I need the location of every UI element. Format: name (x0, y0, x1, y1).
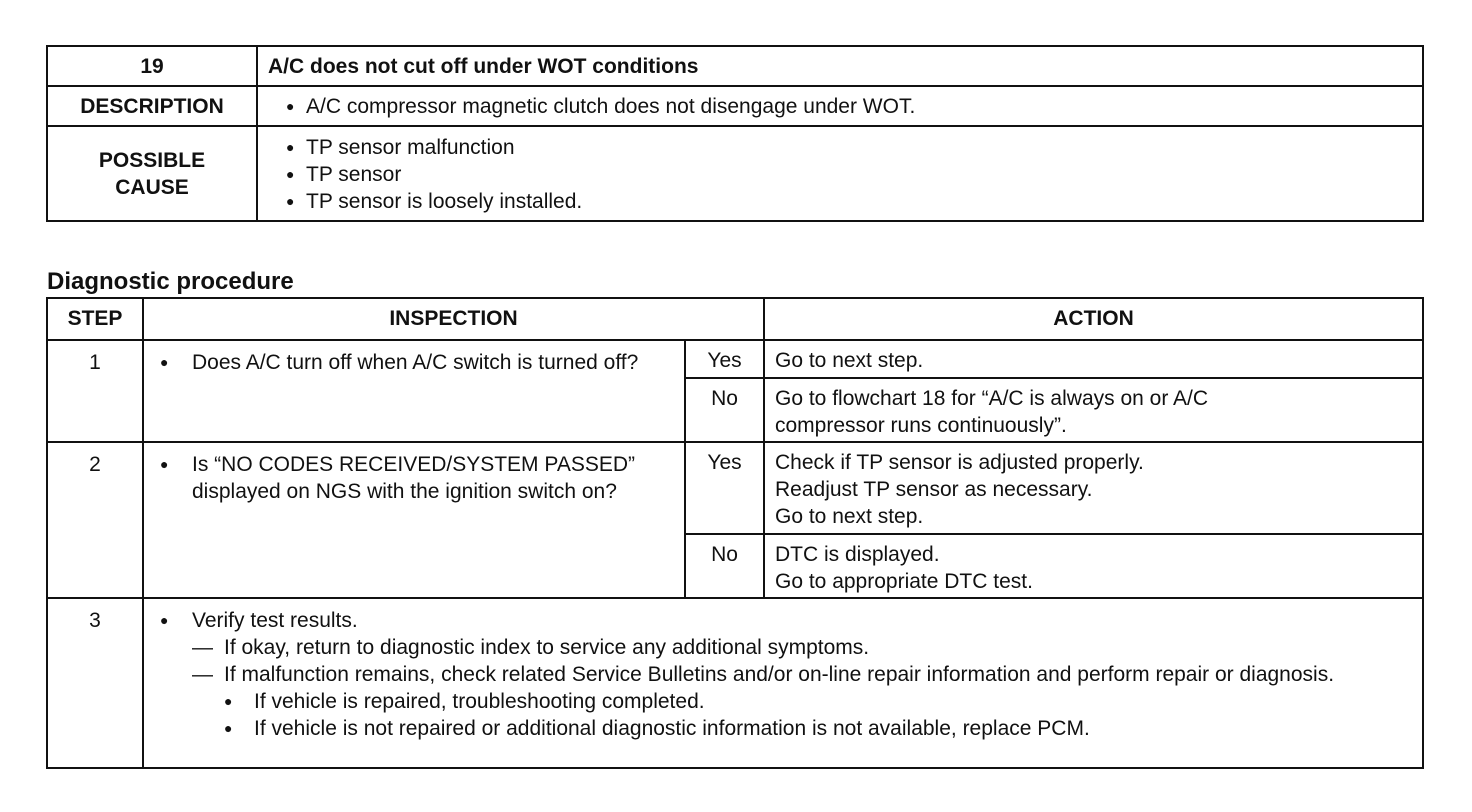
header-action: ACTION (764, 298, 1423, 340)
no-action (764, 378, 1423, 442)
action-line: DTC is displayed. (775, 543, 940, 566)
no-label: No (685, 378, 764, 442)
step-3-row (47, 598, 1423, 768)
action-line: Go to appropriate DTC test. (775, 570, 1033, 593)
inspection-text: ● Does A/C turn off when A/C switch is turned off? (144, 349, 684, 376)
action-line: Check if TP sensor is adjusted properly. (775, 451, 1144, 474)
no-label: No (685, 534, 764, 598)
yes-label: Yes (685, 340, 764, 378)
action-line: Go to next step. (775, 505, 924, 528)
dash-item: — If okay, return to diagnostic index to service any additional symptoms. (144, 634, 1412, 661)
description-label: DESCRIPTION (47, 86, 257, 126)
cause-item: ● TP sensor (268, 161, 1421, 188)
yes-action (764, 340, 1423, 378)
yes-action (764, 442, 1423, 534)
symptom-title: A/C does not cut off under WOT conditions (257, 46, 1423, 86)
step-2-yes-row (47, 442, 1423, 534)
sub-bullet-item: ● If vehicle is not repaired or additional diagnostic information is not available, replace PCM. (144, 715, 1412, 742)
header-step: STEP (47, 298, 143, 340)
step-number: 3 (47, 598, 143, 768)
possible-cause-cell (257, 126, 1423, 221)
description-row (47, 86, 1423, 126)
symptom-summary-table (46, 45, 1424, 222)
step-1-yes-row (47, 340, 1423, 378)
possible-cause-label (47, 126, 257, 221)
verify-text: ● Verify test results. (144, 607, 1412, 634)
description-cell (257, 86, 1423, 126)
no-action (764, 534, 1423, 598)
cause-label-line-2: CAUSE (115, 175, 189, 199)
cause-item: ● TP sensor malfunction (268, 134, 1421, 161)
cause-label-line-1: POSSIBLE (98, 148, 206, 172)
step-number: 2 (47, 442, 143, 598)
description-item: ● A/C compressor magnetic clutch does not disengage under WOT. (268, 93, 1421, 120)
action-line: Go to flowchart 18 for “A/C is always on or A/C (775, 387, 1209, 410)
step-3-content (143, 598, 1423, 768)
action-line: compressor runs continuously”. (775, 414, 1067, 437)
diag-header-row (47, 298, 1423, 340)
action-line: Go to next step. (775, 349, 924, 372)
symptom-number: 19 (47, 46, 257, 86)
summary-header-row (47, 46, 1423, 86)
step-inspection (143, 340, 685, 442)
cause-item: ● TP sensor is loosely installed. (268, 188, 1421, 215)
section-title: Diagnostic procedure (47, 268, 294, 295)
step-inspection (143, 442, 685, 598)
header-inspection: INSPECTION (143, 298, 764, 340)
sub-bullet-item: ● If vehicle is repaired, troubleshooting completed. (144, 688, 1412, 715)
inspection-text: ● Is “NO CODES RECEIVED/SYSTEM PASSED” displayed on NGS with the ignition switch on? (144, 451, 684, 505)
diagnostic-procedure-table (46, 297, 1424, 769)
possible-cause-row (47, 126, 1423, 221)
dash-item: — If malfunction remains, check related Service Bulletins and/or on-line repair information and perform repair or diagnosis. (144, 661, 1412, 688)
step-number: 1 (47, 340, 143, 442)
action-line: Readjust TP sensor as necessary. (775, 478, 1093, 501)
yes-label: Yes (685, 442, 764, 534)
